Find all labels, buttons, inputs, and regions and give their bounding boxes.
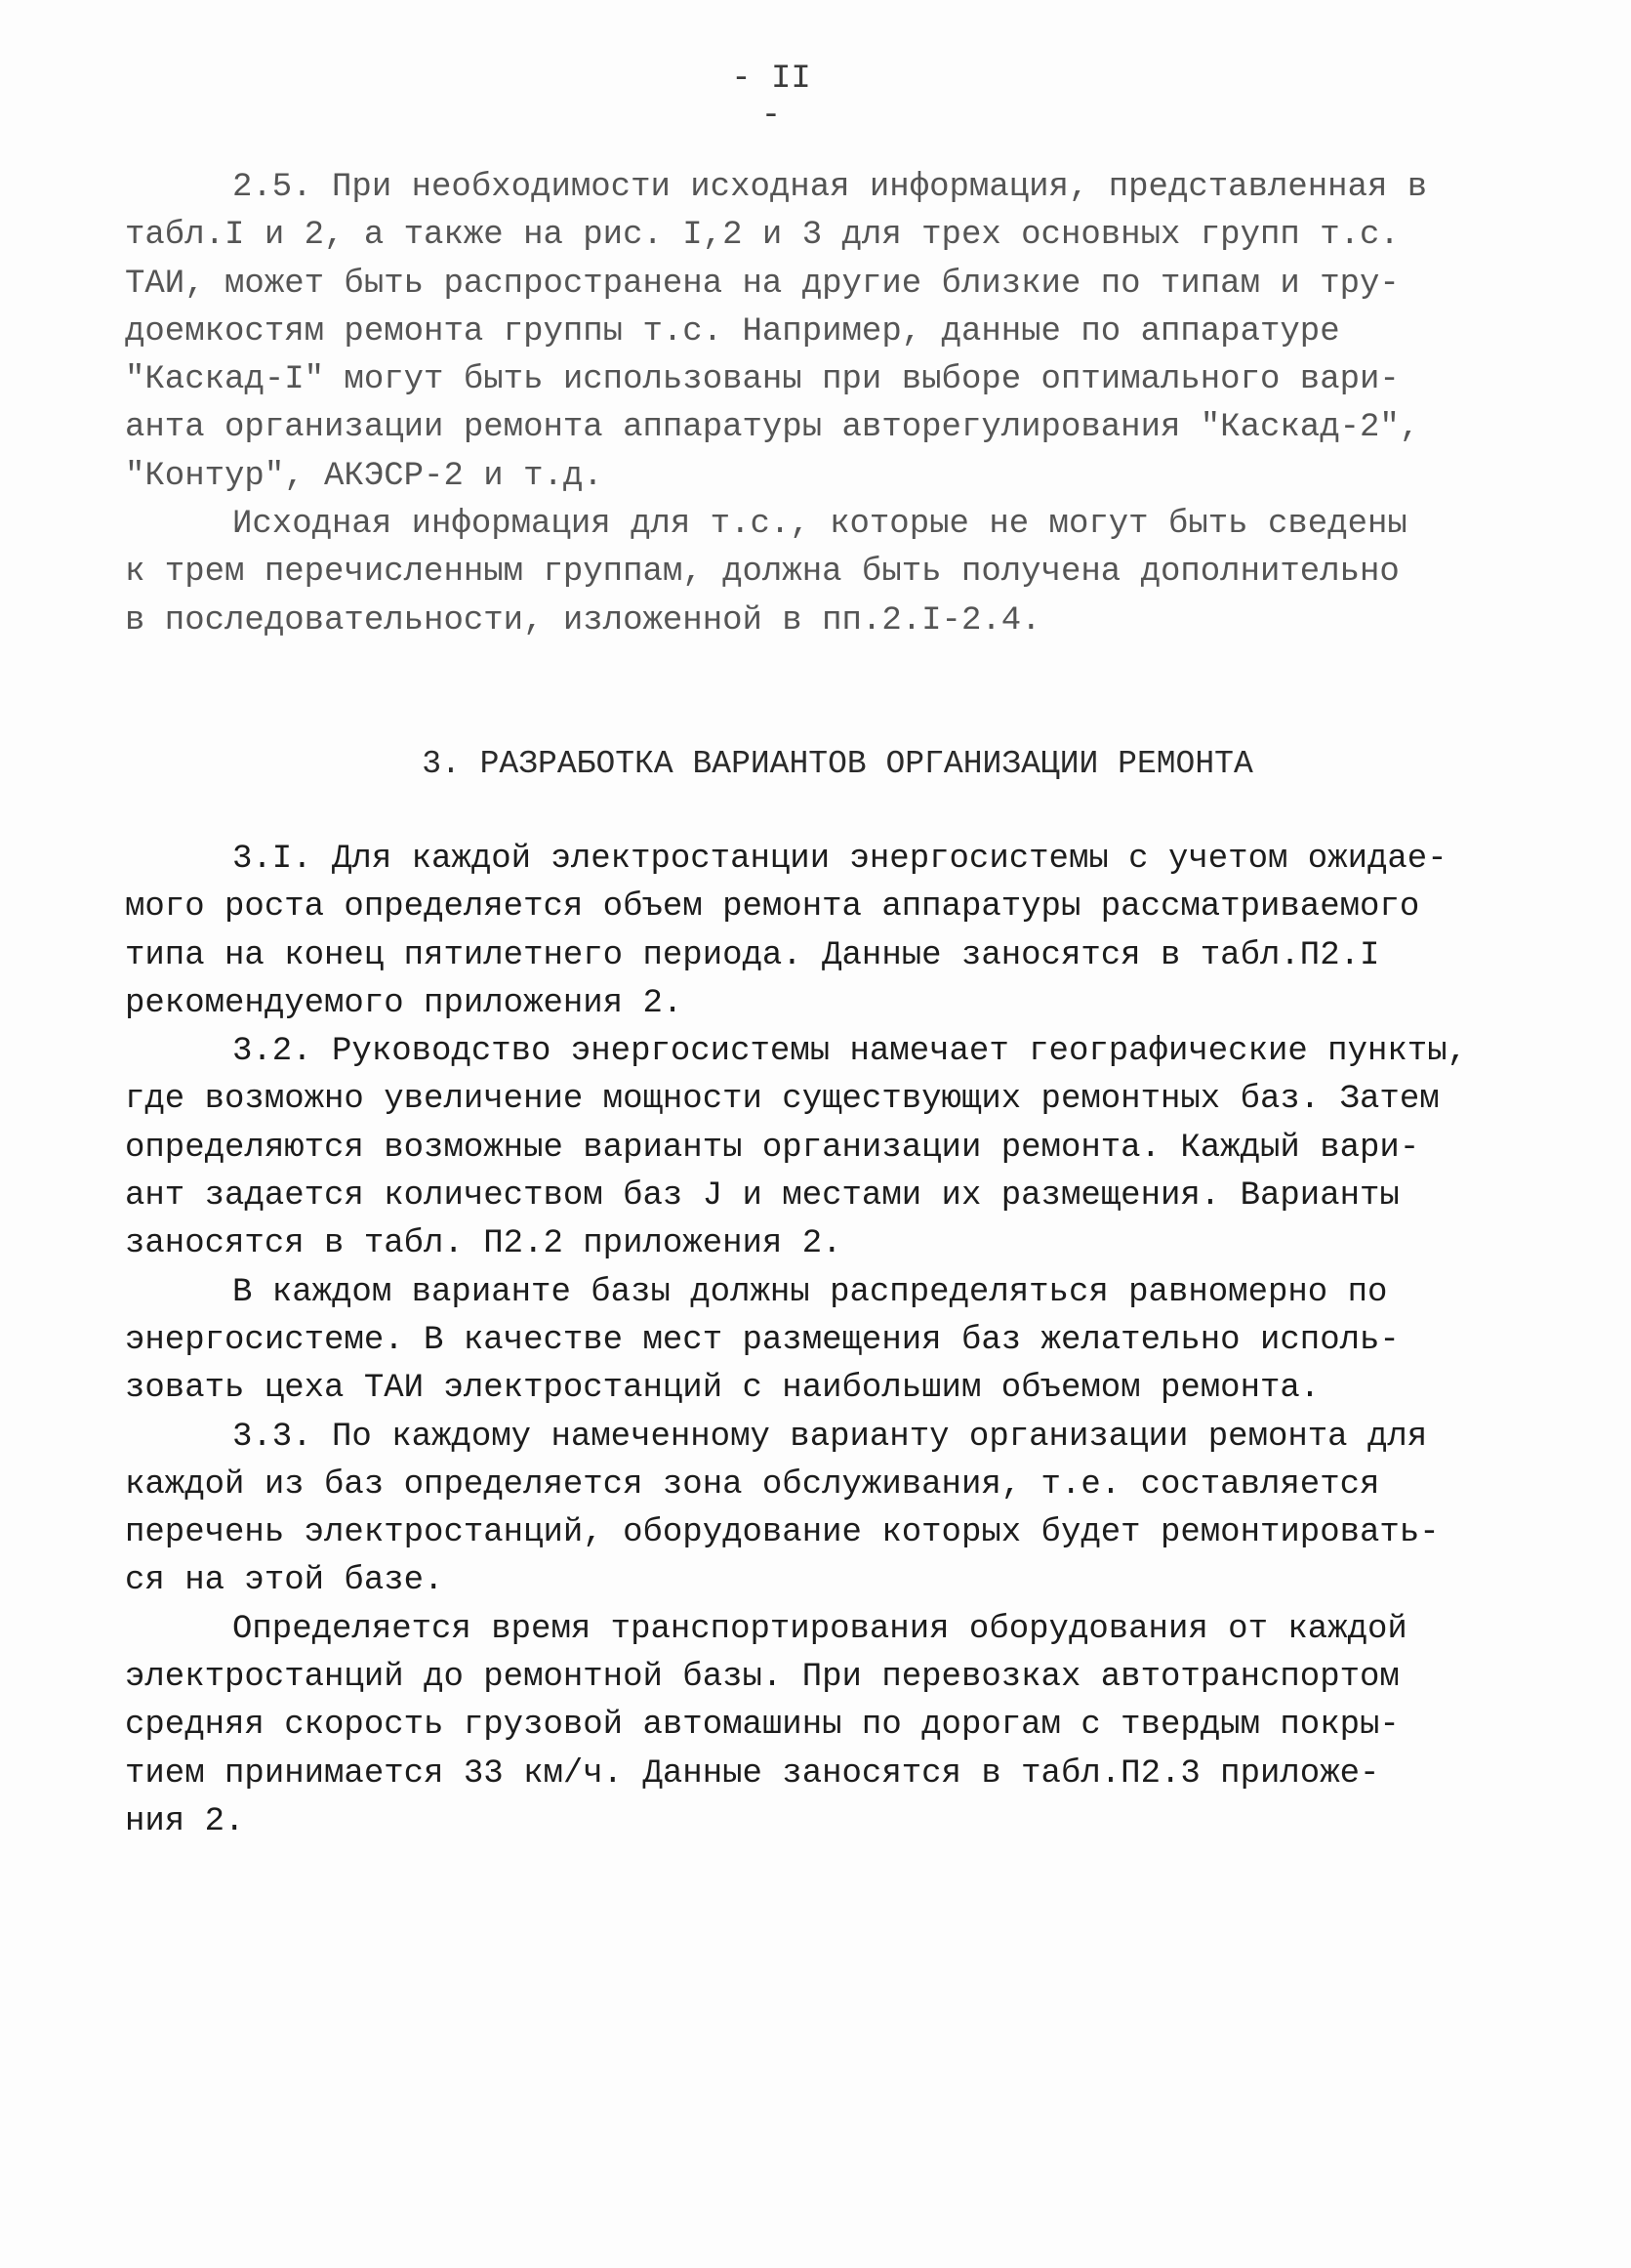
paragraph-transport-time [125,1606,1443,1846]
section-heading: 3. РАЗРАБОТКА ВАРИАНТОВ ОРГАНИЗАЦИИ РЕМОНТА [422,746,1253,782]
text-line: ТАИ, может быть распространена на другие близкие по типам и тру- [125,265,1400,303]
text-section-top [125,164,1443,645]
text-line: перечень электростанций, оборудование которых будет ремонтировать- [125,1514,1440,1552]
text-section-bottom [125,836,1468,1846]
paragraph-2-5 [125,164,1443,501]
text-line: Определяется время транспортирования оборудования от каждой [232,1610,1407,1648]
text-line: В каждом варианте базы должны распределяться равномерно по [232,1273,1388,1311]
text-line: "Контур", АКЭСР-2 и т.д. [125,457,603,495]
text-line: 3.2. Руководство энергосистемы намечает географические пункты, [232,1033,1468,1071]
paragraph-source-info [125,501,1443,645]
text-line: доемкостям ремонта группы т.с. Например, данные по аппаратуре [125,312,1340,351]
text-line: энергосистеме. В качестве мест размещения баз желательно исполь- [125,1321,1400,1359]
text-line: электростанций до ремонтной базы. При перевозках автотранспортом [125,1659,1400,1697]
text-line: 3.I. Для каждой электростанции энергосистемы с учетом ожидае- [232,841,1448,878]
page-number: - II - [731,61,811,135]
text-line: заносятся в табл. П2.2 приложения 2. [125,1225,842,1263]
paragraph-3-3 [125,1414,1443,1606]
paragraph-base-distribution [125,1269,1443,1414]
text-line: средняя скорость грузовой автомашины по дорогам с твердым покры- [125,1707,1400,1745]
text-line: "Каскад-I" могут быть использованы при выборе оптимального вари- [125,361,1400,399]
text-line: мого роста определяется объем ремонта аппаратуры рассматриваемого [125,888,1420,927]
text-line: ся на этой базе. [125,1562,444,1600]
text-line: каждой из баз определяется зона обслуживания, т.е. составляется [125,1465,1380,1504]
text-line: табл.I и 2, а также на рис. I,2 и 3 для трех основных групп т.с. [125,217,1400,255]
paragraph-3-1 [125,836,1448,1028]
text-line: Исходная информация для т.с., которые не могут быть сведены [232,506,1407,544]
text-line: ния 2. [125,1802,245,1840]
text-line: типа на конец пятилетнего периода. Данные заносятся в табл.П2.I [125,936,1380,974]
text-line: зовать цеха ТАИ электростанций с наибольшим объемом ремонта. [125,1370,1321,1408]
text-line: ант задается количеством баз J и местами их размещения. Варианты [125,1177,1400,1216]
text-line: 2.5. При необходимости исходная информация, представленная в [232,169,1428,206]
text-line: определяются возможные варианты организации ремонта. Каждый вари- [125,1129,1420,1167]
text-line: в последовательности, изложенной в пп.2.I-2.4. [125,601,1041,639]
paragraph-3-2 [125,1028,1468,1268]
text-line: где возможно увеличение мощности существующих ремонтных баз. Затем [125,1081,1440,1119]
text-line: 3.3. По каждому намеченному варианту организации ремонта для [232,1418,1428,1456]
text-line: к трем перечисленным группам, должна быть получена дополнительно [125,554,1400,592]
text-line: тием принимается 33 км/ч. Данные заносятся в табл.П2.3 приложе- [125,1754,1380,1793]
text-line: рекомендуемого приложения 2. [125,984,683,1022]
text-line: анта организации ремонта аппаратуры авторегулирования "Каскад-2", [125,409,1420,447]
